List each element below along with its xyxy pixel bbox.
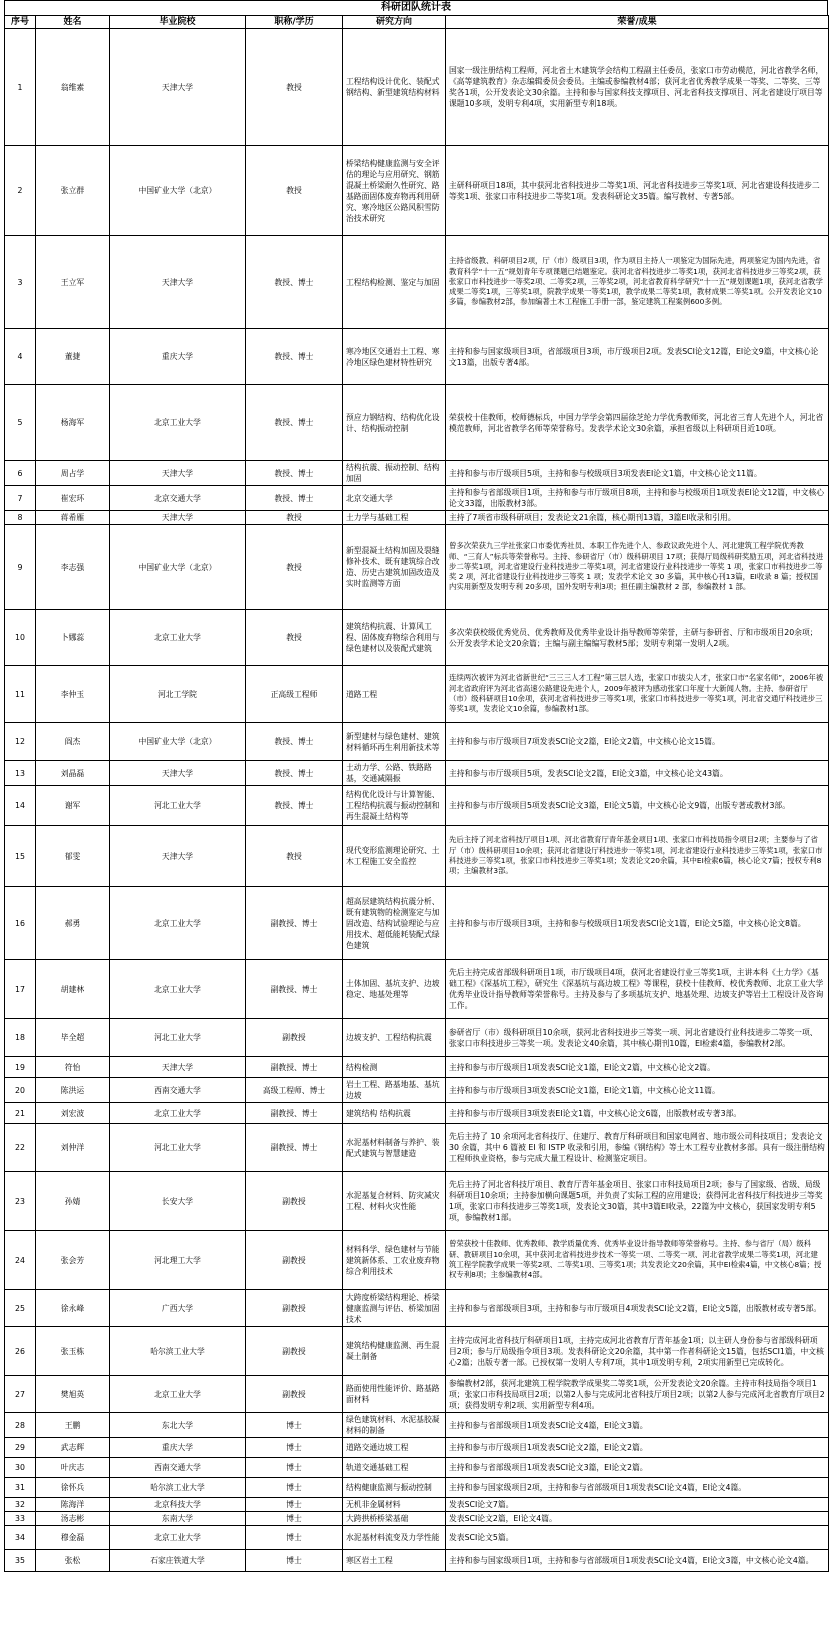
cell-title: 副教授	[246, 1290, 343, 1327]
cell-field: 预应力钢结构、结构优化设计、结构振动控制	[343, 385, 446, 461]
cell-name: 符怡	[36, 1057, 110, 1078]
cell-name: 李仲玉	[36, 666, 110, 723]
cell-no: 32	[5, 1498, 36, 1512]
cell-title: 博士	[246, 1458, 343, 1478]
cell-name: 汤志彬	[36, 1512, 110, 1526]
cell-field: 道路交通边坡工程	[343, 1438, 446, 1458]
cell-name: 阎杰	[36, 723, 110, 761]
cell-field: 水泥基复合材料、防灾减灾工程、材料火灾性能	[343, 1172, 446, 1231]
cell-name: 郝勇	[36, 887, 110, 960]
cell-no: 13	[5, 761, 36, 786]
cell-honor: 主持了7项省市级科研项目；发表论文21余篇，核心期刊13篇，3篇EI收录和引用。	[446, 511, 829, 525]
cell-field: 轨道交通基础工程	[343, 1458, 446, 1478]
table-row	[5, 1103, 829, 1124]
cell-title: 教授、博士	[246, 385, 343, 461]
cell-honor: 主持和参与国家级项目3项，省部级项目3项，市厅级项目2项。发表SCI论文12篇，EI论文9篇，中文核心论文13篇，出版专著4部。	[446, 329, 829, 385]
table-row	[5, 1078, 829, 1103]
cell-school: 河北工学院	[110, 666, 246, 723]
cell-school: 西南交通大学	[110, 1458, 246, 1478]
cell-no: 31	[5, 1478, 36, 1498]
cell-honor: 主持和参与市厅级项目5项，发表SCI论文2篇，EI论文3篇，中文核心论文43篇。	[446, 761, 829, 786]
header-field: 研究方向	[343, 16, 446, 29]
table-row	[5, 960, 829, 1019]
cell-title: 教授	[246, 511, 343, 525]
cell-title: 副教授	[246, 1376, 343, 1413]
cell-honor: 曾荣获校十佳教师、优秀教师、教学质量优秀、优秀毕业设计指导教师等荣誉称号。主持、参与省厅（局）级科研、教研项目10余项，其中获河北省科技进步技术一等奖一项、二等奖一项、河北省教学成果二等奖1项，河北建筑工程学院教学成果一等奖2项、二等奖1项、三等奖1项；共发表论文20余篇，其中EI检索4篇，中文核心8篇；授权专利8项；主参编教材4部。	[446, 1231, 829, 1290]
cell-no: 10	[5, 610, 36, 666]
cell-no: 20	[5, 1078, 36, 1103]
table-row	[5, 666, 829, 723]
cell-field: 土力学与基础工程	[343, 511, 446, 525]
cell-name: 王立军	[36, 236, 110, 329]
cell-no: 11	[5, 666, 36, 723]
table-row	[5, 29, 829, 146]
header-no: 序号	[5, 16, 36, 29]
cell-title: 教授	[246, 525, 343, 610]
cell-school: 哈尔滨工业大学	[110, 1327, 246, 1376]
cell-name: 张松	[36, 1550, 110, 1572]
cell-field: 大跨度桥梁结构理论、桥梁健康监测与评估、桥梁加固技术	[343, 1290, 446, 1327]
cell-no: 14	[5, 786, 36, 826]
cell-no: 33	[5, 1512, 36, 1526]
cell-school: 北京工业大学	[110, 610, 246, 666]
cell-name: 武志辉	[36, 1438, 110, 1458]
table-row	[5, 1376, 829, 1413]
table-row	[5, 1512, 829, 1526]
cell-field: 超高层建筑结构抗震分析、既有建筑物的检测鉴定与加固改造、结构试验理论与应用技术、超低能耗装配式绿色建筑	[343, 887, 446, 960]
cell-field: 水泥基材料流变及力学性能	[343, 1526, 446, 1550]
cell-field: 工程结构设计优化、装配式钢结构、新型建筑结构材料	[343, 29, 446, 146]
cell-no: 18	[5, 1019, 36, 1057]
cell-name: 谢军	[36, 786, 110, 826]
cell-school: 北京工业大学	[110, 960, 246, 1019]
cell-school: 河北理工大学	[110, 1231, 246, 1290]
cell-school: 重庆大学	[110, 1438, 246, 1458]
cell-honor: 发表SCI论文5篇。	[446, 1526, 829, 1550]
cell-honor: 主持和参与市厅级项目3项发表EI论文1篇，中文核心论文6篇，出版教材或专著3部。	[446, 1103, 829, 1124]
cell-name: 张立群	[36, 146, 110, 236]
cell-honor: 先后主持完成省部级科研项目1项，市厅级项目4项，获河北省建设行业三等奖1项，主讲本科《土力学》《基础工程》《深基坑工程》，研究生《深基坑与高边坡工程》等课程，获校十佳教师、校优秀教师、北京工业大学优秀毕业设计指导教师等荣誉称号。主持及参与了多项基坑支护、地基处理、边坡支护等岩土工程设计及咨询工作。	[446, 960, 829, 1019]
cell-title: 博士	[246, 1550, 343, 1572]
cell-no: 27	[5, 1376, 36, 1413]
cell-title: 博士	[246, 1478, 343, 1498]
cell-honor: 先后主持了河北省科技厅项目、教育厅青年基金项目、张家口市科技局项目2项；参与了国家级、省级、局级科研项目10余项；主持参加横向课题5项，并负责了实际工程的应用建设；获得河北省科技厅科技进步三等奖1项，张家口市科技进步三等奖1项，发表论文30篇，其中3篇EI收录，22篇为中文核心，获国家发明专利5项，参编教材1部。	[446, 1172, 829, 1231]
table-row	[5, 236, 829, 329]
cell-title: 教授、博士	[246, 486, 343, 511]
cell-no: 16	[5, 887, 36, 960]
cell-honor: 主持完成河北省科技厅科研项目1项，主持完成河北省教育厅青年基金1项；以主研人身份参与省部级科研项目2项；参与厅局级指令项目3项。发表科研论文20余篇，其中第一作者科研论文15篇，包括SCI1篇，中文核心2篇；出版专著一部。已授权第一发明人专利7项，其中1项发明专利，2项实用新型已完成转化。	[446, 1327, 829, 1376]
cell-school: 北京工业大学	[110, 887, 246, 960]
table-row	[5, 761, 829, 786]
cell-honor: 多次荣获校级优秀党员、优秀教师及优秀毕业设计指导教师等荣誉，主研与参研省、厅和市级项目20余项；公开发表学术论文20余篇；主编与副主编编写教材5部；发明专利第一发明人2项。	[446, 610, 829, 666]
cell-no: 15	[5, 826, 36, 887]
cell-name: 崔宏环	[36, 486, 110, 511]
table-row	[5, 146, 829, 236]
cell-field: 土体加固、基坑支护、边坡稳定、地基处理等	[343, 960, 446, 1019]
cell-school: 天津大学	[110, 826, 246, 887]
table-row	[5, 1172, 829, 1231]
table-row	[5, 1498, 829, 1512]
cell-no: 19	[5, 1057, 36, 1078]
table-body	[5, 29, 829, 1572]
cell-no: 34	[5, 1526, 36, 1550]
cell-title: 博士	[246, 1438, 343, 1458]
table-row	[5, 1290, 829, 1327]
cell-school: 广西大学	[110, 1290, 246, 1327]
cell-no: 21	[5, 1103, 36, 1124]
table-row	[5, 1413, 829, 1438]
cell-field: 无机非金属材料	[343, 1498, 446, 1512]
cell-name: 陈海洋	[36, 1498, 110, 1512]
cell-field: 新型建材与绿色建材、建筑材料循环再生利用新技术等	[343, 723, 446, 761]
cell-no: 17	[5, 960, 36, 1019]
cell-school: 中国矿业大学（北京）	[110, 525, 246, 610]
cell-honor: 主持和参与市厅级项目5项发表SCI论文3篇，EI论文5篇，中文核心论文9篇，出版专著或教材3部。	[446, 786, 829, 826]
cell-honor: 主持省级教、科研项目2项，厅（市）级项目3项，作为项目主持人一项鉴定为国际先进，两项鉴定为国内先进，省教育科学“十一五”规划青年专项课题已结题鉴定。获河北省科技进步二等奖1项，获河北省科技进步三等奖2项，获张家口市科技进步一等奖2项、二等奖2项，三等奖2项，河北省教育科学研究“十一五”规划课题1项，获河北省教学成果二等奖1项，三等奖1项，院教学成果一等奖1项，教学成果二等奖1项，教材成果二等奖1项。公开发表论文10多篇，参编教材2部，参加编著土木工程施工手册一部，鉴定建筑工程案例600多例。	[446, 236, 829, 329]
cell-title: 副教授、博士	[246, 960, 343, 1019]
cell-title: 博士	[246, 1413, 343, 1438]
cell-school: 东北大学	[110, 1413, 246, 1438]
cell-field: 建筑结构健康监测、再生混凝土制备	[343, 1327, 446, 1376]
table-row	[5, 1019, 829, 1057]
cell-title: 教授、博士	[246, 761, 343, 786]
cell-no: 1	[5, 29, 36, 146]
cell-no: 6	[5, 461, 36, 486]
cell-title: 副教授	[246, 1327, 343, 1376]
cell-field: 结构优化设计与计算智能、工程结构抗震与振动控制和再生混凝土结构等	[343, 786, 446, 826]
cell-title: 高级工程师、博士	[246, 1078, 343, 1103]
cell-title: 教授、博士	[246, 329, 343, 385]
header-row	[5, 16, 829, 29]
cell-title: 副教授、博士	[246, 1124, 343, 1172]
header-school: 毕业院校	[110, 16, 246, 29]
cell-honor: 主研科研项目18项，其中获河北省科技进步二等奖1项、河北省科技进步三等奖1项、河北省建设科技进步二等奖1项、张家口市科技进步二等奖1项。发表科研论文35篇。编写教材、专著5部。	[446, 146, 829, 236]
table-row	[5, 610, 829, 666]
cell-honor: 主持和参与省部级项目3项，主持和参与市厅级项目4项发表SCI论文2篇，EI论文5篇，出版教材或专著5部。	[446, 1290, 829, 1327]
cell-field: 寒冷地区交通岩土工程、寒冷地区绿色建材特性研究	[343, 329, 446, 385]
cell-field: 桥梁结构健康监测与安全评估的理论与应用研究、钢筋混凝土桥梁耐久性研究、路基路面固体废弃物再利用研究、寒冷地区公路风积雪防治技术研究	[343, 146, 446, 236]
table-row	[5, 1327, 829, 1376]
header-title: 职称/学历	[246, 16, 343, 29]
cell-title: 副教授	[246, 1019, 343, 1057]
cell-school: 天津大学	[110, 1057, 246, 1078]
cell-no: 24	[5, 1231, 36, 1290]
cell-name: 毕全超	[36, 1019, 110, 1057]
cell-honor: 参研省厅（市）级科研项目10余项，获河北省科技进步三等奖一项、河北省建设行业科技进步二等奖一项、张家口市科技进步三等奖一项。发表论文40余篇，其中核心期刊10篇，EI检索4篇，参编教材2部。	[446, 1019, 829, 1057]
cell-no: 25	[5, 1290, 36, 1327]
cell-school: 北京科技大学	[110, 1498, 246, 1512]
table-row	[5, 1526, 829, 1550]
cell-field: 现代变形监测理论研究、土木工程施工安全监控	[343, 826, 446, 887]
cell-title: 副教授、博士	[246, 1057, 343, 1078]
cell-title: 博士	[246, 1526, 343, 1550]
cell-no: 35	[5, 1550, 36, 1572]
cell-school: 石家庄铁道大学	[110, 1550, 246, 1572]
cell-field: 新型混凝土结构加固及裂缝修补技术、既有建筑综合改造、历史古建筑加固改造及实时监测等方面	[343, 525, 446, 610]
cell-school: 东南大学	[110, 1512, 246, 1526]
cell-honor: 发表SCI论文2篇，EI论文4篇。	[446, 1512, 829, 1526]
cell-field: 寒区岩土工程	[343, 1550, 446, 1572]
cell-school: 北京交通大学	[110, 486, 246, 511]
cell-honor: 主持和参与市厅级项目1项发表SCI论文2篇，EI论文2篇。	[446, 1438, 829, 1458]
cell-name: 王鹏	[36, 1413, 110, 1438]
cell-name: 徐永峰	[36, 1290, 110, 1327]
cell-title: 教授	[246, 146, 343, 236]
table-row	[5, 1124, 829, 1172]
cell-honor: 先后主持了 10 余项河北省科技厅、住建厅、教育厅科研项目和国家电网省、地市级公司科技项目；发表论文 30 余篇，其中 6 篇被 EI 和 ISTP 收录和引用，参编《钢结构》等土木工程专业教材多部。具有一级注册结构工程师执业资格，参与完成大量工程设计、检测鉴定项目。	[446, 1124, 829, 1172]
header-honor: 荣誉/成果	[446, 16, 829, 29]
table-row	[5, 887, 829, 960]
cell-title: 教授	[246, 826, 343, 887]
cell-school: 天津大学	[110, 511, 246, 525]
table-row	[5, 786, 829, 826]
cell-no: 26	[5, 1327, 36, 1376]
cell-no: 4	[5, 329, 36, 385]
cell-honor: 连续两次被评为河北省新世纪“三三三人才工程”第三层人选，张家口市拔尖人才，张家口市“名家名师”，2006年被河北省政府评为河北省高速公路建设先进个人，2009年被评为感动张家口年度十大新闻人物。主持、参研省厅（市）级科研项目10余项，获河北省科技进步三等奖1项，张家口市科技进步一等奖1项，河北省交通厅科技进步三等奖1项，发表论文10余篇，参编教材1部。	[446, 666, 829, 723]
table-row	[5, 329, 829, 385]
cell-name: 陈洪运	[36, 1078, 110, 1103]
cell-field: 土动力学、公路、铁路路基，交通减隔振	[343, 761, 446, 786]
cell-field: 建筑结构 结构抗震	[343, 1103, 446, 1124]
cell-field: 路面使用性能评价、路基路面材料	[343, 1376, 446, 1413]
cell-school: 中国矿业大学（北京）	[110, 146, 246, 236]
table-row	[5, 1438, 829, 1458]
cell-honor: 发表SCI论文7篇。	[446, 1498, 829, 1512]
cell-name: 樊旭英	[36, 1376, 110, 1413]
cell-honor: 主持和参与市厅级项目1项发表SCI论文1篇，EI论文2篇，中文核心论文2篇。	[446, 1057, 829, 1078]
cell-name: 徐怀兵	[36, 1478, 110, 1498]
cell-title: 博士	[246, 1512, 343, 1526]
cell-name: 郁雯	[36, 826, 110, 887]
cell-no: 23	[5, 1172, 36, 1231]
cell-name: 蒋希雁	[36, 511, 110, 525]
cell-name: 刘晶磊	[36, 761, 110, 786]
cell-honor: 主持和参与省部级项目1项发表SCI论文3篇，EI论文2篇。	[446, 1458, 829, 1478]
cell-field: 结构健康监测与振动控制	[343, 1478, 446, 1498]
cell-no: 30	[5, 1458, 36, 1478]
table-row	[5, 1478, 829, 1498]
cell-no: 2	[5, 146, 36, 236]
cell-name: 穆金磊	[36, 1526, 110, 1550]
cell-title: 副教授、博士	[246, 1103, 343, 1124]
cell-honor: 主持和参与市厅级项目5项，主持和参与校级项目3项发表EI论文1篇，中文核心论文11篇。	[446, 461, 829, 486]
cell-name: 翁维素	[36, 29, 110, 146]
cell-school: 西南交通大学	[110, 1078, 246, 1103]
cell-school: 北京工业大学	[110, 1376, 246, 1413]
cell-name: 孙婧	[36, 1172, 110, 1231]
cell-school: 天津大学	[110, 761, 246, 786]
cell-school: 天津大学	[110, 461, 246, 486]
cell-school: 长安大学	[110, 1172, 246, 1231]
cell-school: 哈尔滨工业大学	[110, 1478, 246, 1498]
cell-title: 教授、博士	[246, 723, 343, 761]
cell-title: 副教授	[246, 1172, 343, 1231]
cell-no: 29	[5, 1438, 36, 1458]
cell-title: 教授	[246, 610, 343, 666]
cell-no: 7	[5, 486, 36, 511]
cell-school: 北京工业大学	[110, 1103, 246, 1124]
cell-field: 结构检测	[343, 1057, 446, 1078]
cell-honor: 主持和参与省部级项目1项发表SCI论文4篇，EI论文3篇。	[446, 1413, 829, 1438]
sheet-title: 科研团队统计表	[4, 0, 828, 15]
cell-no: 12	[5, 723, 36, 761]
cell-field: 大跨拱桥桥梁基础	[343, 1512, 446, 1526]
cell-name: 张会芳	[36, 1231, 110, 1290]
cell-field: 边坡支护、工程结构抗震	[343, 1019, 446, 1057]
cell-name: 董捷	[36, 329, 110, 385]
cell-title: 副教授、博士	[246, 887, 343, 960]
team-table	[4, 15, 829, 1572]
table-row	[5, 511, 829, 525]
statistics-sheet	[4, 0, 828, 1572]
cell-field: 材料科学、绿色建材与节能建筑新体系、工农业废弃物综合利用技术	[343, 1231, 446, 1290]
cell-school: 河北工业大学	[110, 786, 246, 826]
cell-school: 河北工业大学	[110, 1019, 246, 1057]
table-row	[5, 461, 829, 486]
cell-title: 副教授	[246, 1231, 343, 1290]
cell-name: 叶庆志	[36, 1458, 110, 1478]
cell-title: 教授、博士	[246, 786, 343, 826]
cell-honor: 先后主持了河北省科技厅项目1项、河北省教育厅青年基金项目1项、张家口市科技局指令项目2项；主要参与了省厅（市）级科研项目10余项；获河北省建设厅科技进步一等奖1项，河北省建设行业科技进步三等奖1项，张家口市科技进步三等奖1项，张家口市科技进步三等奖1项；发表论文20余篇，其中EI检索6篇，核心论文7篇；授权专利8项；主编教材3部。	[446, 826, 829, 887]
cell-honor: 主持和参与市厅级项目3项，主持和参与校级项目1项发表SCI论文1篇，EI论文5篇，中文核心论文8篇。	[446, 887, 829, 960]
cell-school: 北京工业大学	[110, 385, 246, 461]
cell-field: 水泥基材料制备与养护、装配式建筑与智慧建造	[343, 1124, 446, 1172]
cell-school: 中国矿业大学（北京）	[110, 723, 246, 761]
cell-honor: 主持和参与市厅级项目7项发表SCI论文2篇，EI论文2篇，中文核心论文15篇。	[446, 723, 829, 761]
table-row	[5, 486, 829, 511]
cell-school: 天津大学	[110, 236, 246, 329]
cell-no: 3	[5, 236, 36, 329]
cell-field: 建筑结构抗震、计算风工程、固体废弃物综合利用与绿色建材以及装配式建筑	[343, 610, 446, 666]
table-row	[5, 525, 829, 610]
cell-honor: 主持和参与省部级项目1项，主持和参与市厅级项目8项，主持和参与校级项目1项发表EI论文12篇，中文核心论文33篇，出版教材3部。	[446, 486, 829, 511]
cell-no: 9	[5, 525, 36, 610]
cell-school: 天津大学	[110, 29, 246, 146]
cell-name: 卜娜蕊	[36, 610, 110, 666]
cell-name: 周占学	[36, 461, 110, 486]
table-row	[5, 1057, 829, 1078]
cell-title: 博士	[246, 1498, 343, 1512]
table-row	[5, 1550, 829, 1572]
table-row	[5, 1458, 829, 1478]
cell-honor: 主持和参与国家级项目1项，主持和参与省部级项目1项发表SCI论文4篇，EI论文3篇，中文核心论文4篇。	[446, 1550, 829, 1572]
cell-name: 杨海军	[36, 385, 110, 461]
cell-no: 22	[5, 1124, 36, 1172]
cell-school: 北京工业大学	[110, 1526, 246, 1550]
cell-field: 结构抗震、振动控制、结构加固	[343, 461, 446, 486]
cell-name: 张玉栋	[36, 1327, 110, 1376]
cell-title: 正高级工程师	[246, 666, 343, 723]
cell-field: 岩土工程、路基地基、基坑边坡	[343, 1078, 446, 1103]
table-row	[5, 826, 829, 887]
table-row	[5, 723, 829, 761]
cell-school: 河北工业大学	[110, 1124, 246, 1172]
cell-field: 道路工程	[343, 666, 446, 723]
cell-name: 刘仲洋	[36, 1124, 110, 1172]
cell-honor: 参编教材2部，获河北建筑工程学院教学成果奖二等奖1项，公开发表论文20余篇。主持市科技局指令项目1项；张家口市科技局项目2项；以第2人参与完成河北省科技厅项目2项；以第2人参与完成河北省教育厅项目2项；获得发明专利2项、实用新型专利4项。	[446, 1376, 829, 1413]
table-row	[5, 385, 829, 461]
cell-field: 工程结构检测、鉴定与加固	[343, 236, 446, 329]
cell-title: 教授、博士	[246, 236, 343, 329]
cell-field: 绿色建筑材料、水泥基胶凝材料的制备	[343, 1413, 446, 1438]
cell-honor: 主持和参与市厅级项目3项发表SCI论文1篇，EI论文1篇，中文核心论文11篇。	[446, 1078, 829, 1103]
cell-honor: 荣获校十佳教师，校师德标兵，中国力学学会第四届徐芝纶力学优秀教师奖，河北省三育人先进个人，河北省模范教师，河北省教学名师等荣誉称号。发表学术论文30余篇，承担省级以上科研项目近10项。	[446, 385, 829, 461]
header-name: 姓名	[36, 16, 110, 29]
cell-field: 北京交通大学	[343, 486, 446, 511]
cell-name: 刘宏波	[36, 1103, 110, 1124]
cell-school: 重庆大学	[110, 329, 246, 385]
cell-name: 李志强	[36, 525, 110, 610]
cell-honor: 曾多次荣获九三学社张家口市委优秀社员、本职工作先进个人、参政议政先进个人、河北建筑工程学院优秀教师、“三育人”标兵等荣誉称号。主持、参研省厅（市）级科研项目 17项；获得厅局级科研奖励五项，河北省科技进步二等奖1项，河北省建设行业科技进步二等奖1项，河北省建设行业科技进步一等奖 1 项，张家口市科技进步二等奖 2 项，河北省建设行业科技进步三等奖 1 项；发表学术论文 30 多篇，其中核心刊13篇，EI收录 8 篇；授权国内实用新型及发明专利 20多项，国外发明专利3项；担任副主编教材 2 部，参编教材 1 部。	[446, 525, 829, 610]
table-row	[5, 1231, 829, 1290]
cell-title: 教授	[246, 29, 343, 146]
cell-no: 8	[5, 511, 36, 525]
cell-honor: 主持和参与国家级项目2项，主持和参与省部级项目1项发表SCI论文4篇，EI论文4篇。	[446, 1478, 829, 1498]
cell-title: 教授、博士	[246, 461, 343, 486]
cell-no: 5	[5, 385, 36, 461]
cell-honor: 国家一级注册结构工程师，河北省土木建筑学会结构工程副主任委员，张家口市劳动模范，河北省教学名师，《高等建筑教育》杂志编辑委员会委员。主编或参编教材4部；获河北省优秀教学成果一等奖、二等奖、三等奖各1项，公开发表论文30余篇。主持和参与国家科技支撑项目、河北省科技支撑项目、河北省建设厅项目等课题10多项，发明专利4项，实用新型专利18项。	[446, 29, 829, 146]
cell-name: 胡建林	[36, 960, 110, 1019]
cell-no: 28	[5, 1413, 36, 1438]
